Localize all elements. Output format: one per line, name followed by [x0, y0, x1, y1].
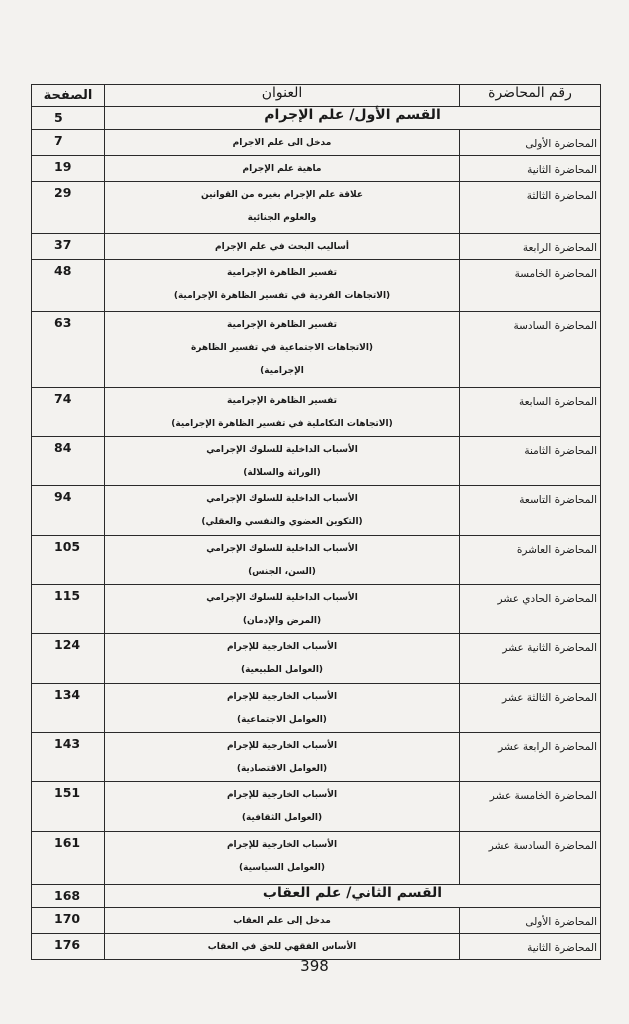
title-line: الأسباب الخارجية للإجرام	[226, 692, 338, 702]
table-row	[32, 312, 601, 388]
title-line: الأساس الفقهي للحق في العقاب	[207, 942, 357, 952]
lecture-cell: المحاضرة الثالثة عشر	[460, 684, 601, 733]
lecture-cell: المحاضرة الثانية عشر	[460, 634, 601, 684]
title-line: الأسباب الخارجية للإجرام	[226, 840, 338, 850]
title-line: الأسباب الداخلية للسلوك الإجرامي	[206, 544, 358, 554]
title-cell	[105, 585, 460, 634]
table-row	[32, 832, 601, 885]
table-row	[32, 260, 601, 312]
page-cell: 143	[32, 733, 105, 782]
section-title: القسم الثاني/ علم العقاب	[105, 885, 601, 908]
table-row	[32, 130, 601, 156]
title-cell	[105, 182, 460, 234]
title-cell	[105, 388, 460, 437]
page-cell: 74	[32, 388, 105, 437]
table-row	[32, 156, 601, 182]
title-cell	[105, 634, 460, 684]
table-row	[32, 634, 601, 684]
title-line: الإجرامية)	[260, 366, 304, 376]
title-line: الأسباب الداخلية للسلوك الإجرامي	[206, 593, 358, 603]
header-title: العنوان	[105, 85, 460, 107]
page-cell: 134	[32, 684, 105, 733]
header-page: الصفحة	[32, 85, 105, 107]
lecture-cell: المحاضرة الثامنة	[460, 437, 601, 486]
title-line: (العوامل الاقتصادية)	[236, 764, 328, 774]
lecture-cell: المحاضرة الثانية	[460, 156, 601, 182]
title-line: (التكوين العضوي والنفسي والعقلي)	[201, 517, 363, 527]
table-row	[32, 684, 601, 733]
page-cell: 48	[32, 260, 105, 312]
page-cell: 5	[32, 107, 105, 130]
title-cell	[105, 782, 460, 832]
title-line: (العوامل الاجتماعية)	[237, 715, 327, 725]
lecture-cell: المحاضرة الثانية	[460, 934, 601, 960]
page-number: 398	[300, 957, 329, 975]
page-cell: 94	[32, 486, 105, 536]
table-row	[32, 234, 601, 260]
title-line: (الاتجاهات الاجتماعية في تفسير الظاهرة	[190, 343, 374, 353]
page-cell: 63	[32, 312, 105, 388]
header-lecture: رقم المحاضرة	[460, 85, 601, 107]
title-cell	[105, 156, 460, 182]
page-cell: 176	[32, 934, 105, 960]
table-of-contents	[31, 84, 601, 960]
lecture-cell: المحاضرة السادسة	[460, 312, 601, 388]
title-line: (المرض والإدمان)	[242, 616, 322, 626]
table-row	[32, 934, 601, 960]
page-cell: 161	[32, 832, 105, 885]
title-line: ماهية علم الإجرام	[242, 164, 322, 174]
lecture-cell: المحاضرة السادسة عشر	[460, 832, 601, 885]
title-line: مدخل إلى علم العقاب	[233, 916, 331, 926]
title-line: والعلوم الجنائية	[247, 213, 317, 223]
lecture-cell: المحاضرة الأولى	[460, 130, 601, 156]
title-cell	[105, 536, 460, 585]
table-row	[32, 388, 601, 437]
lecture-cell: المحاضرة الأولى	[460, 908, 601, 934]
table-row	[32, 182, 601, 234]
title-line: تفسير الظاهرة الإجرامية	[227, 396, 337, 406]
title-cell	[105, 908, 460, 934]
title-line: (الاتجاهات الفردية في تفسير الظاهرة الإجرامية)	[173, 291, 391, 301]
lecture-cell: المحاضرة الحادي عشر	[460, 585, 601, 634]
title-line: (السن، الجنس)	[248, 567, 316, 577]
title-line: تفسير الظاهرة الإجرامية	[227, 320, 337, 330]
title-line: تفسير الظاهرة الإجرامية	[227, 268, 337, 278]
title-cell	[105, 934, 460, 960]
title-line: (العوامل الطبيعية)	[240, 665, 324, 675]
lecture-cell: المحاضرة الرابعة	[460, 234, 601, 260]
table-row	[32, 585, 601, 634]
page-cell: 124	[32, 634, 105, 684]
table-row	[32, 536, 601, 585]
title-cell	[105, 832, 460, 885]
title-line: مدخل الى علم الاجرام	[232, 138, 332, 148]
lecture-cell: المحاضرة الرابعة عشر	[460, 733, 601, 782]
title-line: الأسباب الخارجية للإجرام	[226, 741, 338, 751]
title-line: الأسباب الخارجية للإجرام	[226, 642, 338, 652]
title-line: (الوراثة والسلالة)	[243, 468, 321, 478]
title-line: (العوامل السياسية)	[239, 863, 325, 873]
lecture-cell: المحاضرة السابعة	[460, 388, 601, 437]
table-row	[32, 486, 601, 536]
table-row	[32, 782, 601, 832]
page-cell: 29	[32, 182, 105, 234]
title-line: أساليب البحث في علم الإجرام	[214, 242, 349, 252]
title-cell	[105, 684, 460, 733]
title-cell	[105, 312, 460, 388]
page-cell: 37	[32, 234, 105, 260]
lecture-cell: المحاضرة التاسعة	[460, 486, 601, 536]
table-row	[32, 437, 601, 486]
title-line: الأسباب الداخلية للسلوك الإجرامي	[206, 494, 358, 504]
table-row	[32, 908, 601, 934]
title-line: الأسباب الخارجية للإجرام	[226, 790, 338, 800]
title-cell	[105, 437, 460, 486]
lecture-cell: المحاضرة الخامسة عشر	[460, 782, 601, 832]
page-cell: 7	[32, 130, 105, 156]
title-line: الأسباب الداخلية للسلوك الإجرامي	[206, 445, 358, 455]
title-cell	[105, 486, 460, 536]
section-row	[32, 107, 601, 130]
title-cell	[105, 260, 460, 312]
title-cell	[105, 130, 460, 156]
title-line: (العوامل الثقافية)	[241, 813, 323, 823]
section-row	[32, 885, 601, 908]
title-line: علاقة علم الإجرام بغيره من القوانين	[201, 190, 363, 200]
lecture-cell: المحاضرة العاشرة	[460, 536, 601, 585]
lecture-cell: المحاضرة الثالثة	[460, 182, 601, 234]
table-header-row	[32, 85, 601, 107]
section-title: القسم الأول/ علم الإجرام	[105, 107, 601, 130]
title-cell	[105, 234, 460, 260]
page-cell: 19	[32, 156, 105, 182]
title-line: (الاتجاهات التكاملية في تفسير الظاهرة الإجرامية)	[171, 419, 393, 429]
page-cell: 105	[32, 536, 105, 585]
lecture-cell: المحاضرة الخامسة	[460, 260, 601, 312]
page-cell: 170	[32, 908, 105, 934]
page-cell: 115	[32, 585, 105, 634]
table-row	[32, 733, 601, 782]
title-cell	[105, 733, 460, 782]
page-cell: 151	[32, 782, 105, 832]
page-cell: 168	[32, 885, 105, 908]
page-cell: 84	[32, 437, 105, 486]
